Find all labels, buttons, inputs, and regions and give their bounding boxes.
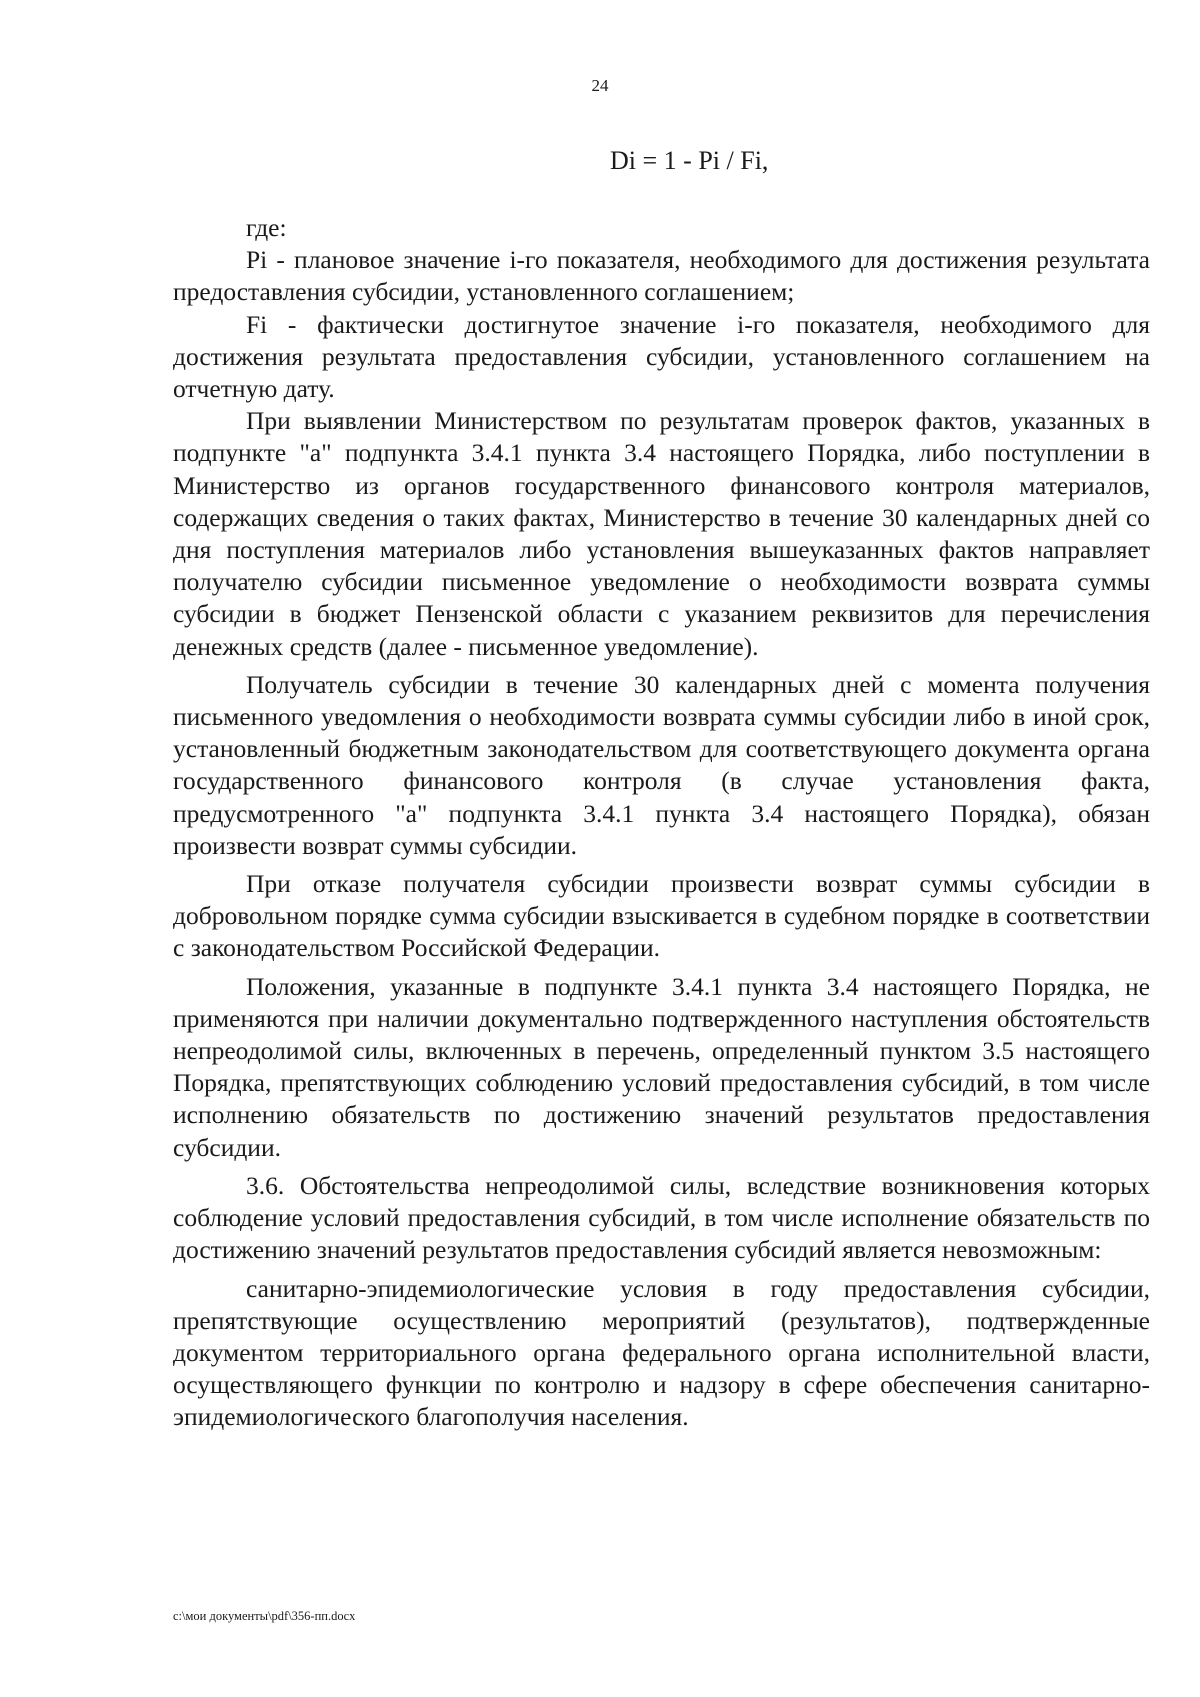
paragraph-force-majeure-exception: Положения, указанные в подпункте 3.4.1 пункта 3.4 настоящего Порядка, не применяются при наличии документально подтвержденного наступления обстоятельств непреодолимой силы, включенных в перечень, определенный пунктом 3.5 настоящего Порядка, препятствующих соблюдению условий предоставления субсидий, в том числе исполнению обязательств по достижению значений результатов предоставления субсидии.: [173, 971, 1150, 1162]
paragraph-section-3-6: 3.6. Обстоятельства непреодолимой силы, вследствие возникновения которых соблюдение условий предоставления субсидий, в том числе исполнение обязательств по достижению значений результатов предоставления субсидий является невозможным:: [173, 1170, 1150, 1265]
paragraph-where: где:: [246, 213, 287, 242]
paragraph-sanitary-conditions: санитарно-эпидемиологические условия в году предоставления субсидии, препятствующие осуществлению мероприятий (результатов), подтвержденные документом территориального органа федерального органа исполнительной власти, осуществляющего функции по контролю и надзору в сфере обеспечения санитарно-эпидемиологического благополучия населения.: [173, 1273, 1150, 1432]
page-number: 24: [591, 76, 609, 95]
document-body: [173, 212, 1150, 1434]
paragraph-recipient-refund: Получатель субсидии в течение 30 календарных дней с момента получения письменного уведомления о необходимости возврата суммы субсидии либо в иной срок, установленный бюджетным законодательством для соответствующего документа органа государственного финансового контроля (в случае установления факта, предусмотренного "а" подпункта 3.4.1 пункта 3.4 настоящего Порядка), обязан произвести возврат суммы субсидии.: [173, 669, 1150, 860]
paragraph-refusal: При отказе получателя субсидии произвести возврат суммы субсидии в добровольном порядке сумма субсидии взыскивается в судебном порядке в соответствии с законодательством Российской Федерации.: [173, 869, 1150, 963]
paragraph-fi-definition: Fi - фактически достигнутое значение i-го показателя, необходимого для достижения результата предоставления субсидии, установленного соглашением на отчетную дату.: [173, 309, 1150, 404]
formula: Di = 1 - Pi / Fi,: [610, 146, 769, 175]
paragraph-violation-notice: При выявлении Министерством по результатам проверок фактов, указанных в подпункте "а" подпункта 3.4.1 пункта 3.4 настоящего Порядка, либо поступлении в Министерство из органов государственного финансового контроля материалов, содержащих сведения о таких фактах, Министерство в течение 30 календарных дней со дня поступления материалов либо установления вышеуказанных фактов направляет получателю субсидии письменное уведомление о необходимости возврата суммы субсидии в бюджет Пензенской области с указанием реквизитов для перечисления денежных средств (далее - письменное уведомление).: [173, 406, 1150, 661]
paragraph-pi-definition: Pi - плановое значение i-го показателя, необходимого для достижения результата предоставления субсидии, установленного соглашением;: [173, 245, 1150, 307]
footer-file-path: c:\мои документы\pdf\356-пп.docx: [173, 1609, 356, 1623]
